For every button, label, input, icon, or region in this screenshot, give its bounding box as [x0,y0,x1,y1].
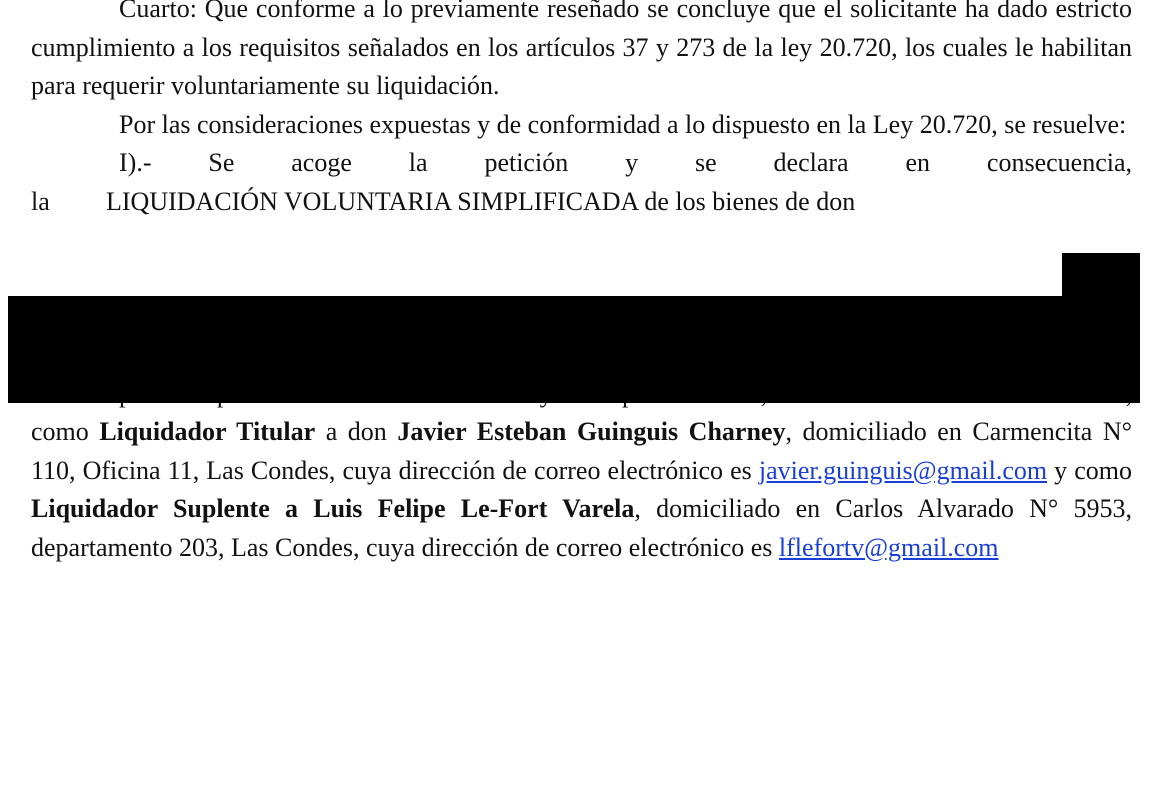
paragraph-consideraciones: Por las consideraciones expuestas y de conformidad a lo dispuesto en la Ley 20.720, se resuelve: [119,109,1127,139]
resolucion-i-liquidacion-text: LIQUIDACIÓN VOLUNTARIA SIMPLIFICADA de los bienes de don [106,186,856,216]
redaction-box-main [8,296,1140,403]
resolucion-ii-text-d: y como [1047,455,1133,485]
resolucion-i-line2 [31,183,1132,222]
resolucion-i-la: la [31,186,50,216]
titular-email-link[interactable]: javier.guinguis@gmail.com [758,455,1048,485]
liquidador-suplente-label: Liquidador Suplente a Luis Felipe Le-Fort Varela [31,494,635,523]
resolucion-ii-text-a: como [31,417,89,446]
liquidador-titular-label: Liquidador Titular [99,417,316,446]
suplente-email-link[interactable]: lflefortv@gmail.com [778,532,999,562]
resolucion-ii-text-e: , domiciliado en Carlos Alvarado N° 5953, departamento 203, Las Condes, cuya dirección de correo electrónico es [31,494,1132,562]
redaction-box-top [1062,253,1140,297]
liquidador-titular-name: Javier Esteban Guinguis Charney [397,417,786,446]
resolucion-ii-text-b: a don [315,417,398,446]
paragraph-resolucion-i [31,144,1132,183]
document-body [31,0,1132,567]
paragraph-cuarto: Cuarto: Que conforme a lo previamente reseñado se concluye que el solicitante ha dado estricto cumplimiento a los requisitos señalados en los artículos 37 y 273 de la ley 20.720, los cuales le habilitan para requerir voluntariamente su liquidación. [31,0,1132,100]
resolucion-ii-text-c: , domiciliado en Carmencita N° 110, Oficina 11, Las Condes, cuya dirección de correo electrónico es [31,417,1132,485]
resolucion-i-line1: I).- Se acoge la petición y se declara en consecuencia, [119,148,1132,177]
